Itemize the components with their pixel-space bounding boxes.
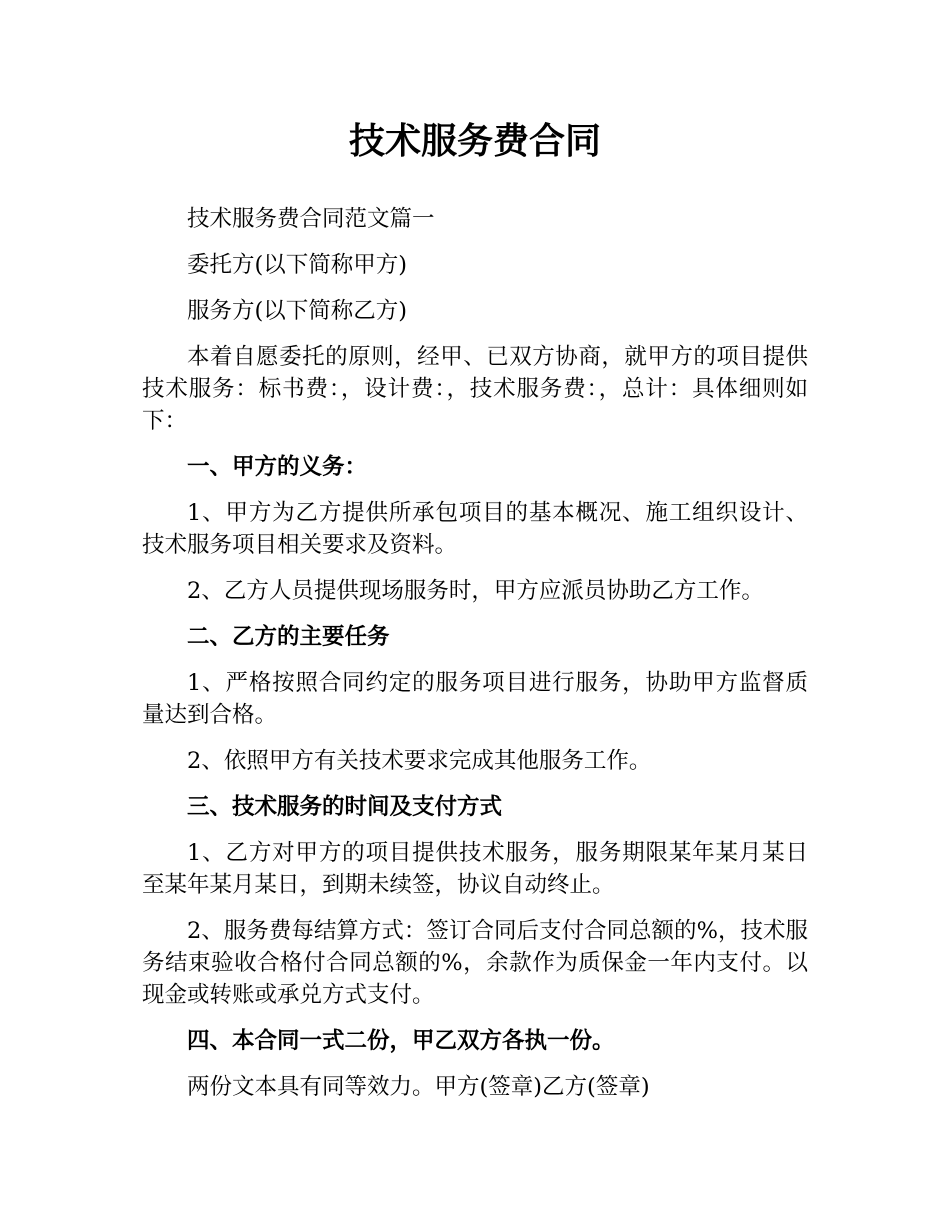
paragraph: 1、甲方为乙方提供所承包项目的基本概况、施工组织设计、技术服务项目相关要求及资料。	[142, 500, 808, 558]
document-body	[142, 203, 808, 1117]
document-title: 技术服务费合同	[348, 121, 601, 162]
section-heading: 三、技术服务的时间及支付方式	[187, 794, 503, 820]
section-heading: 二、乙方的主要任务	[187, 624, 390, 650]
section-heading: 一、甲方的义务：	[187, 454, 368, 480]
paragraph: 1、严格按照合同约定的服务项目进行服务，协助甲方监督质量达到合格。	[142, 670, 808, 728]
paragraph: 2、依照甲方有关技术要求完成其他服务工作。	[187, 748, 652, 774]
paragraph: 委托方(以下简称甲方)	[187, 252, 408, 278]
paragraph: 技术服务费合同范文篇一	[187, 206, 435, 232]
paragraph: 服务方(以下简称乙方)	[187, 298, 408, 324]
paragraph: 两份文本具有同等效力。甲方(签章)乙方(签章)	[187, 1074, 650, 1100]
paragraph: 本着自愿委托的原则，经甲、已双方协商，就甲方的项目提供技术服务：标书费：，设计费：，技术服务费：，总计：具体细则如下：	[142, 344, 808, 434]
paragraph: 2、服务费每结算方式：签订合同后支付合同总额的%，技术服务结束验收合格付合同总额的%，余款作为质保金一年内支付。以现金或转账或承兑方式支付。	[142, 918, 808, 1008]
paragraph: 1、乙方对甲方的项目提供技术服务，服务期限某年某月某日至某年某月某日，到期未续签，协议自动终止。	[142, 840, 808, 898]
paragraph: 2、乙方人员提供现场服务时，甲方应派员协助乙方工作。	[187, 578, 764, 604]
section-heading: 四、本合同一式二份，甲乙双方各执一份。	[187, 1028, 615, 1054]
